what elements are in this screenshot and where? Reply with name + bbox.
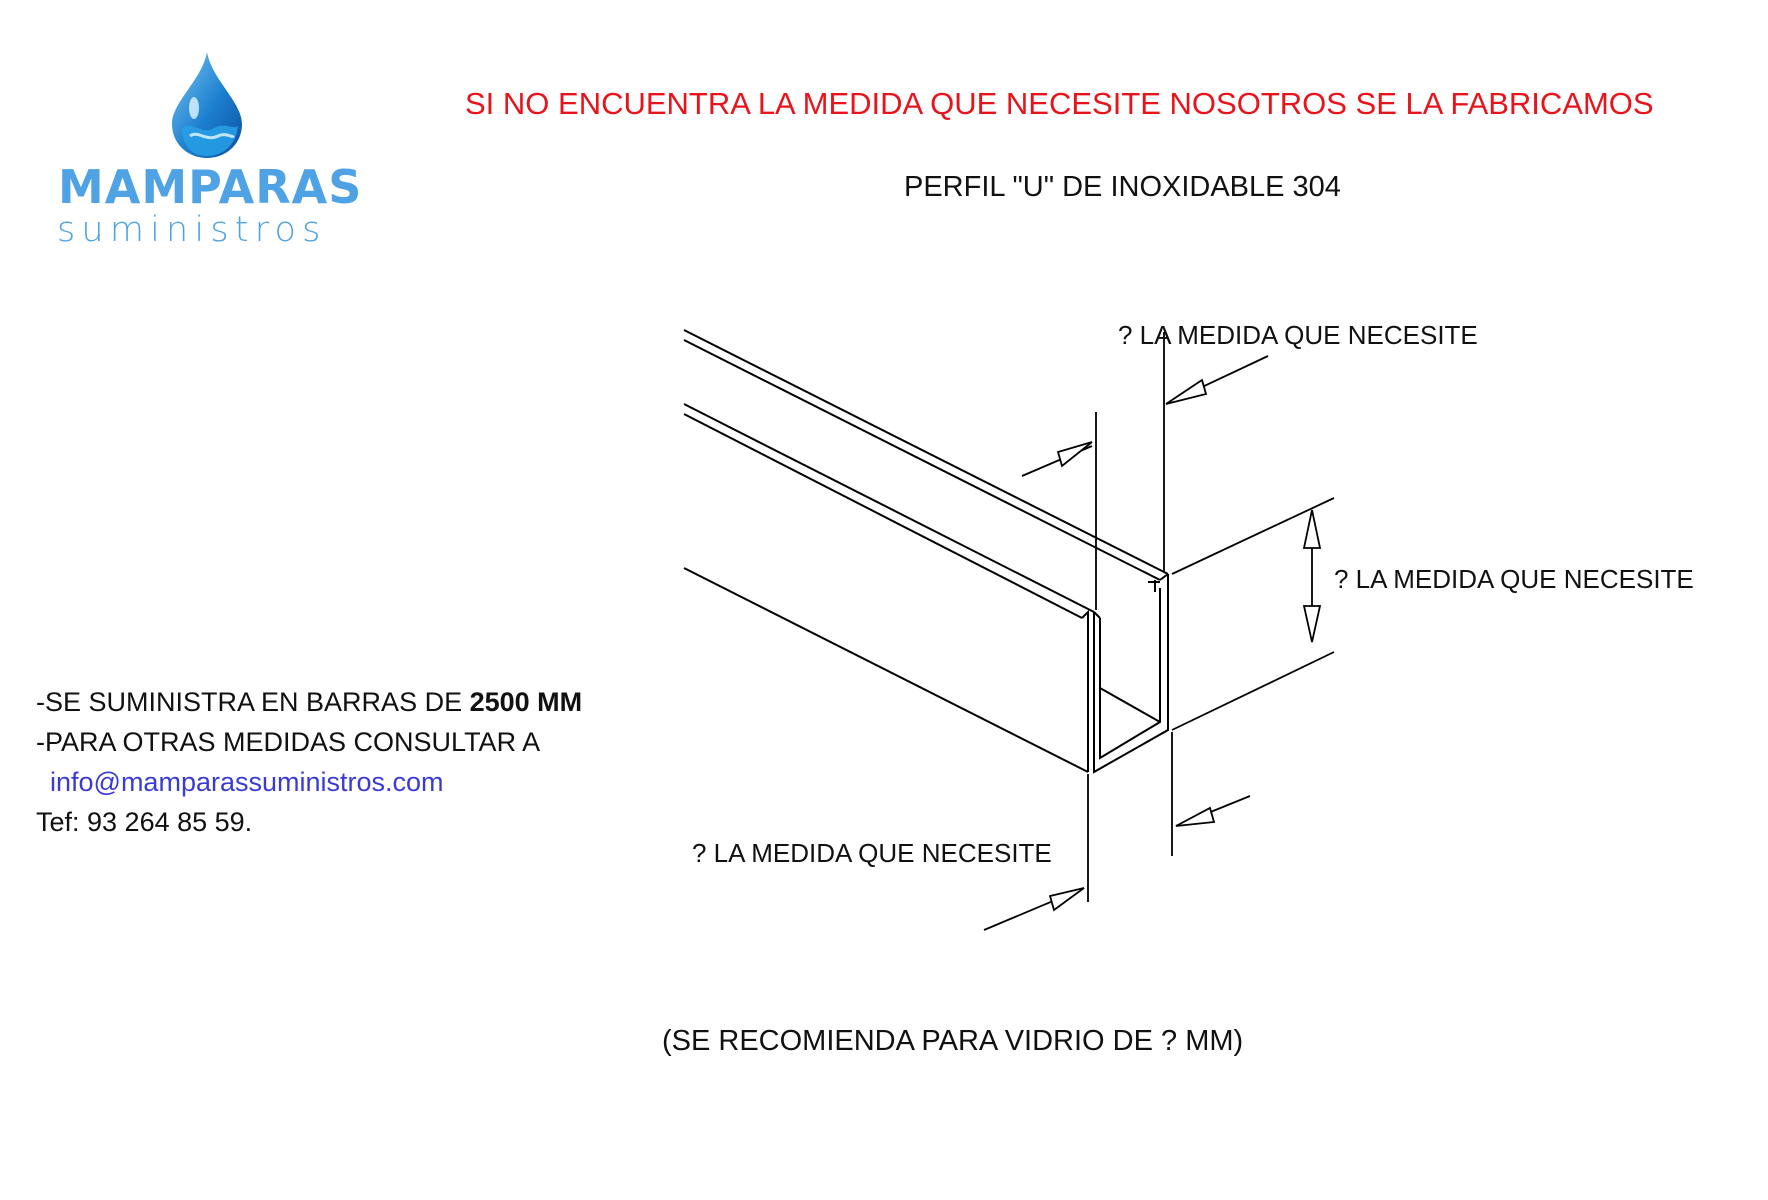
product-title: PERFIL "U" DE INOXIDABLE 304 bbox=[904, 171, 1341, 203]
promo-banner: SI NO ENCUENTRA LA MEDIDA QUE NECESITE NOSOTROS SE LA FABRICAMOS bbox=[465, 86, 1654, 121]
contact-email-link[interactable]: info@mamparassuministros.com bbox=[50, 767, 444, 797]
dimension-label-thickness: ? LA MEDIDA QUE NECESITE bbox=[692, 838, 1052, 868]
brand-tagline: suministros bbox=[57, 210, 327, 250]
contact-phone: Tef: 93 264 85 59. bbox=[36, 807, 253, 837]
brand-name: MAMPARAS bbox=[58, 160, 363, 214]
spec-bar-length-text: -SE SUMINISTRA EN BARRAS DE bbox=[36, 687, 470, 717]
dimension-label-height: ? LA MEDIDA QUE NECESITE bbox=[1334, 564, 1694, 594]
spec-bar-length bbox=[36, 682, 582, 722]
spec-bar-length-value: 2500 MM bbox=[469, 687, 583, 717]
specs-block bbox=[36, 682, 582, 842]
dimension-label-width: ? LA MEDIDA QUE NECESITE bbox=[1118, 320, 1478, 350]
glass-recommendation: (SE RECOMIENDA PARA VIDRIO DE ? MM) bbox=[662, 1025, 1244, 1057]
spec-other-sizes: -PARA OTRAS MEDIDAS CONSULTAR A bbox=[36, 727, 541, 757]
